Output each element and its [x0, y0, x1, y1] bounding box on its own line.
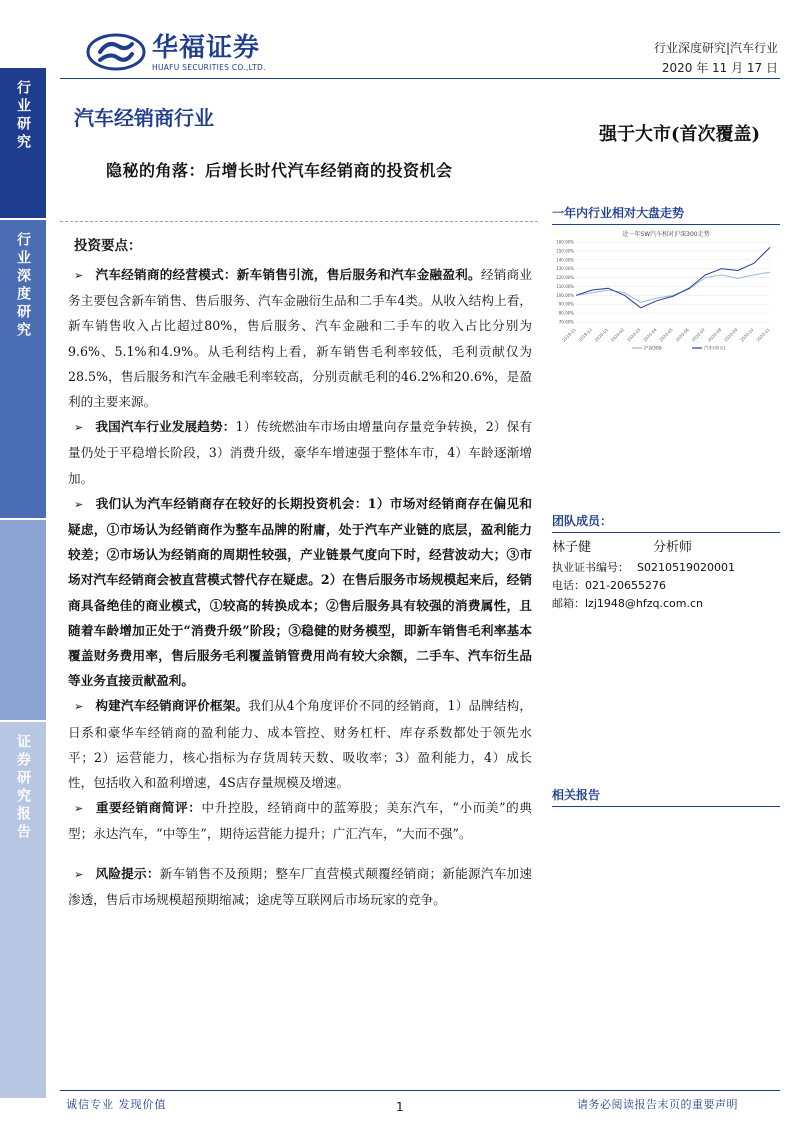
- chart-y-tick-label: 150.00%: [556, 248, 574, 254]
- chart-x-tick-label: 2020-03: [626, 327, 642, 343]
- sidebar-block-securities-report: 证券研究报告: [0, 722, 46, 1098]
- chart-series-line: [576, 272, 770, 302]
- main-content: [68, 226, 532, 912]
- key-point-2: ➢ 我国汽车行业发展趋势：1）传统燃油车市场由增量向存量竞争转换，2）保有量仍处于平稳增长阶段，3）消费升级，豪华车增速强于整体车市，4）车龄逐渐增加。: [68, 419, 533, 486]
- header-divider: [60, 78, 780, 79]
- footer-slogan: 诚信专业 发现价值: [66, 1098, 167, 1111]
- logo-en-text: HUAFU SECURITIES CO.,LTD.: [152, 62, 266, 72]
- key-points-heading: 投资要点：: [74, 238, 142, 254]
- chart-y-tick-label: 110.00%: [556, 283, 574, 289]
- trend-chart: [552, 226, 780, 354]
- chart-x-tick-label: 2020-09: [723, 327, 739, 343]
- chart-x-tick-label: 2020-01: [593, 327, 610, 343]
- arrow-bullet-icon: ➢: [74, 700, 84, 714]
- arrow-bullet-icon: ➢: [74, 421, 84, 435]
- sidebar: [0, 0, 46, 1132]
- footer-disclaimer: 请务必阅读报告末页的重要声明: [577, 1098, 738, 1111]
- rating: 强于大市(首次覆盖): [598, 124, 760, 145]
- chart-x-tick-label: 2019-12: [577, 327, 593, 343]
- chart-section-title: 一年内行业相对大盘走势: [552, 204, 780, 225]
- chart-x-tick-label: 2020-05: [658, 327, 674, 343]
- chart-x-tick-label: 2020-06: [674, 327, 690, 343]
- related-reports-section: [552, 786, 780, 807]
- related-reports-title: 相关报告: [552, 786, 780, 807]
- company-logo: [86, 32, 266, 72]
- chart-section: [552, 204, 780, 225]
- chart-y-tick-label: 80.00%: [558, 310, 574, 316]
- phone-number: 021-20655276: [585, 579, 666, 592]
- sidebar-block-blank: [0, 520, 46, 720]
- arrow-bullet-icon: ➢: [74, 497, 84, 511]
- chart-legend-label: 沪深300: [644, 346, 662, 352]
- main-divider: [60, 221, 538, 222]
- chart-x-tick-label: 2020-07: [690, 327, 707, 343]
- arrow-bullet-icon: ➢: [74, 867, 84, 881]
- analyst-name: 林子健: [552, 540, 592, 555]
- chart-y-tick-label: 130.00%: [556, 266, 574, 272]
- chart-x-tick-label: 2020-11: [755, 327, 771, 343]
- sidebar-block-industry-research: 行业研究: [0, 68, 46, 218]
- sidebar-block-deep-research: 行业深度研究: [0, 220, 46, 518]
- chart-y-tick-label: 70.00%: [558, 319, 574, 325]
- email-label: 邮箱：: [552, 597, 585, 610]
- chart-y-tick-label: 100.00%: [556, 292, 574, 298]
- key-point-1: ➢ 汽车经销商的经营模式：新车销售引流，售后服务和汽车金融盈利。经销商业务主要包含新车销售、售后服务、汽车金融衍生品和二手车4类。从收入结构上看，新车销售收入占比超过80%，售后服务、汽车金融和二手车的收入占比分别为9.6%、5.1%和4.9%。从毛利结构上看，新车销售毛利率较低，毛利贡献仅为28.5%，售后服务和汽车金融毛利率较高，分别贡献毛利的46.2%和20.6%，是盈利的主要来源。: [68, 267, 533, 410]
- license-number: S0210519020001: [637, 561, 735, 574]
- key-point-5: ➢ 重要经销商简评：中升控股，经销商中的蓝筹股；美东汽车，“小而美”的典型；永达汽车，“中等生”，期待运营能力提升；广汇汽车，“大而不强”。: [68, 800, 532, 842]
- license-label: 执业证书编号：: [552, 561, 629, 574]
- email-link[interactable]: lzj1948@hfzq.com.cn: [585, 597, 703, 610]
- analyst-role: 分析师: [652, 540, 692, 555]
- footer-divider: [60, 1090, 780, 1091]
- page-number: 1: [396, 1100, 404, 1114]
- key-point-4: ➢ 构建汽车经销商评价框架。我们从4个角度评价不同的经销商，1）品牌结构，日系和豪华车经销商的盈利能力、成本管控、财务杠杆、库存系数都处于领先水平；2）运营能力，核心指标为存货周转天数、吸收率；3）盈利能力，4）成长性，包括收入和盈利增速，4S店存量规模及增速。: [68, 698, 533, 791]
- chart-x-tick-label: 2020-04: [642, 327, 658, 343]
- chart-legend-label: 汽车(申万): [704, 346, 726, 352]
- report-category: 行业深度研究|汽车行业: [653, 41, 778, 55]
- chart-y-tick-label: 90.00%: [558, 301, 574, 307]
- chart-x-tick-label: 2020-10: [739, 327, 755, 343]
- chart-y-tick-label: 140.00%: [556, 257, 574, 263]
- report-subtitle: 隐秘的角落：后增长时代汽车经销商的投资机会: [106, 161, 453, 180]
- report-meta: [654, 38, 778, 78]
- arrow-bullet-icon: ➢: [74, 802, 84, 816]
- chart-x-tick-label: 2020-08: [706, 327, 723, 343]
- arrow-bullet-icon: ➢: [74, 269, 84, 282]
- chart-title: 近一年SW汽车相对沪深300走势: [622, 231, 710, 238]
- phone-label: 电话：: [552, 579, 585, 592]
- risk-warning: ➢ 风险提示：新车销售不及预期；整车厂直营模式颠覆经销商；新能源汽车加速渗透，售后市场规模超预期缩减；途虎等互联网后市场玩家的竞争。: [68, 865, 533, 907]
- chart-x-tick-label: 2019-11: [561, 327, 577, 343]
- logo-mark-icon: [86, 32, 146, 72]
- chart-x-tick-label: 2020-02: [609, 327, 626, 343]
- chart-y-tick-label: 120.00%: [556, 275, 574, 281]
- logo-cn-text: 华福证券: [152, 32, 261, 63]
- team-section-title: 团队成员：: [552, 512, 780, 533]
- key-point-3: ➢ 我们认为汽车经销商存在较好的长期投资机会：1）市场对经销商存在偏见和疑虑，①市场认为经销商作为整车品牌的附庸，处于汽车产业链的底层，盈利能力较差；②市场认为经销商的周期性较强，产业链景气度向下时，经营波动大；③市场对汽车经销商会被直营模式替代存在疑虑。2）在售后服务市场规模起来后，经销商具备绝佳的商业模式，①较高的转换成本；②售后服务具有较强的消费属性，且随着车龄增加正处于“消费升级”阶段；③稳健的财务模型，即新车销售毛利率基本覆盖财务费用率，售后服务毛利覆盖销管费用尚有较大余额，二手车、汽车衍生品等业务直接贡献盈利。: [68, 495, 532, 689]
- industry-title: 汽车经销商行业: [74, 106, 214, 130]
- team-section: [552, 512, 780, 613]
- report-date: 2020 年 11 月 17 日: [661, 61, 778, 75]
- chart-y-tick-label: 160.00%: [556, 239, 574, 245]
